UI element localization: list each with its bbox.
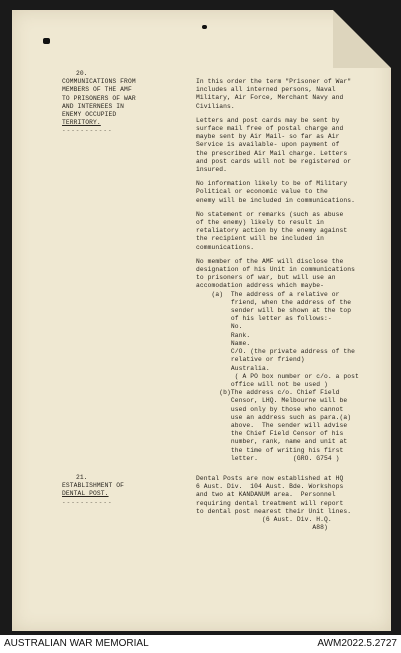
text-line: C/O. (the private address of the [196, 348, 356, 356]
text-line: Australia. [196, 364, 270, 372]
heading-line: ESTABLISHMENT OF [62, 482, 125, 490]
paragraph [196, 211, 386, 252]
text-line: designation of his Unit in communications [196, 266, 356, 274]
text-line: ( A PO box number or c/o. a post [196, 372, 359, 380]
text-line: Civilians. [196, 102, 235, 110]
text-line: Military, Air Force, Merchant Navy and [196, 94, 344, 102]
text-line: office will not be used ) [196, 380, 328, 388]
text-line: 6 Aust. Div. 104 Aust. Bde. Workshops [196, 483, 344, 491]
text-line: includes all interned persons, Naval [196, 86, 336, 94]
text-line: sender will be shown at the top [196, 307, 352, 315]
text-line: surface mail free of postal charge and [196, 125, 344, 133]
section-number: 20. [76, 70, 88, 77]
text-line: (6 Aust. Div. H.Q. [196, 516, 332, 524]
text-line: retaliatory action by the enemy against [196, 227, 348, 235]
text-line: relative or friend) [196, 356, 305, 364]
document-page [12, 10, 391, 631]
text-line: requiring dental treatment will report [196, 499, 344, 507]
paragraph [196, 78, 386, 111]
heading-line: AND INTERNEES IN [62, 102, 125, 110]
text-line: number, rank, name and unit at [196, 438, 348, 446]
staple-mark [202, 25, 207, 29]
text-line: the prescribed Air Mail charge. Letters [196, 149, 348, 157]
text-line: the Chief Field Censor of his [196, 430, 344, 438]
archive-reference: AWM2022.5.2727 [317, 638, 397, 649]
heading-line: ENEMY OCCUPIED [62, 111, 117, 119]
paragraph [196, 117, 386, 174]
text-line: the recipient will be included in [196, 235, 324, 243]
section-divider: ----------- [62, 127, 113, 135]
heading-line: TERRITORY. [62, 119, 101, 127]
heading-line: TO PRISONERS OF WAR [62, 94, 136, 102]
text-line: Letters and post cards may be sent by [196, 116, 340, 124]
text-line: communications. [196, 243, 255, 251]
text-line: No information likely to be of Military [196, 180, 348, 188]
text-line: maybe sent by Air Mail- so far as Air [196, 133, 340, 141]
text-line: A88) [196, 524, 328, 532]
text-line: enemy will be included in communications. [196, 196, 356, 204]
section-21-heading [62, 474, 162, 506]
text-line: and two at KANDANUM area. Personnel [196, 491, 336, 499]
text-line: to dental post nearest their Unit lines. [196, 507, 352, 515]
paragraph [196, 475, 386, 532]
section-20-body [196, 78, 386, 463]
text-line: of the enemy) likely to result in [196, 219, 324, 227]
text-line: above. The sender will advise [196, 421, 348, 429]
text-line: use an address such as para.(a) [196, 413, 352, 421]
text-line: Name. [196, 339, 251, 347]
heading-line: MEMBERS OF THE AMF [62, 86, 132, 94]
text-line: No statement or remarks (such as abuse [196, 210, 344, 218]
heading-line: COMMUNICATIONS FROM [62, 78, 136, 86]
archive-name: AUSTRALIAN WAR MEMORIAL [4, 638, 149, 649]
text-line: and post cards will not be registered or [196, 157, 352, 165]
section-21-body [196, 475, 386, 532]
text-line: In this order the term "Prisoner of War" [196, 78, 352, 85]
archive-footer [0, 635, 401, 653]
paragraph [196, 180, 386, 205]
section-20-heading [62, 70, 162, 134]
text-line: (a) The address of a relative or [196, 290, 340, 298]
text-line: insured. [196, 166, 228, 174]
paragraph [196, 258, 386, 463]
section-divider: ----------- [62, 498, 113, 506]
heading-line: DENTAL POST. [62, 490, 109, 498]
text-line: to prisoners of war, but will use an [196, 274, 336, 282]
text-line: Dental Posts are now established at HQ [196, 475, 344, 482]
text-line: Rank. [196, 331, 251, 339]
text-line: of his letter as follows:- [196, 315, 332, 323]
text-line: No. [196, 323, 243, 331]
text-line: No member of the AMF will disclose the [196, 257, 344, 265]
section-number: 21. [76, 474, 88, 481]
text-line: accomodation address which maybe- [196, 282, 324, 290]
text-line: used only by those who cannot [196, 405, 344, 413]
text-line: the time of writing his first [196, 446, 344, 454]
text-line: Censor, LHQ. Melbourne will be [196, 397, 348, 405]
text-line: Service is available- upon payment of [196, 141, 340, 149]
text-line: letter. (GRO. G754 ) [196, 454, 340, 462]
punch-hole [43, 38, 50, 44]
folded-corner [333, 10, 391, 68]
text-line: Political or economic value to the [196, 188, 328, 196]
text-line: friend, when the address of the [196, 298, 352, 306]
text-line: (b)The address c/o. Chief Field [196, 389, 340, 397]
